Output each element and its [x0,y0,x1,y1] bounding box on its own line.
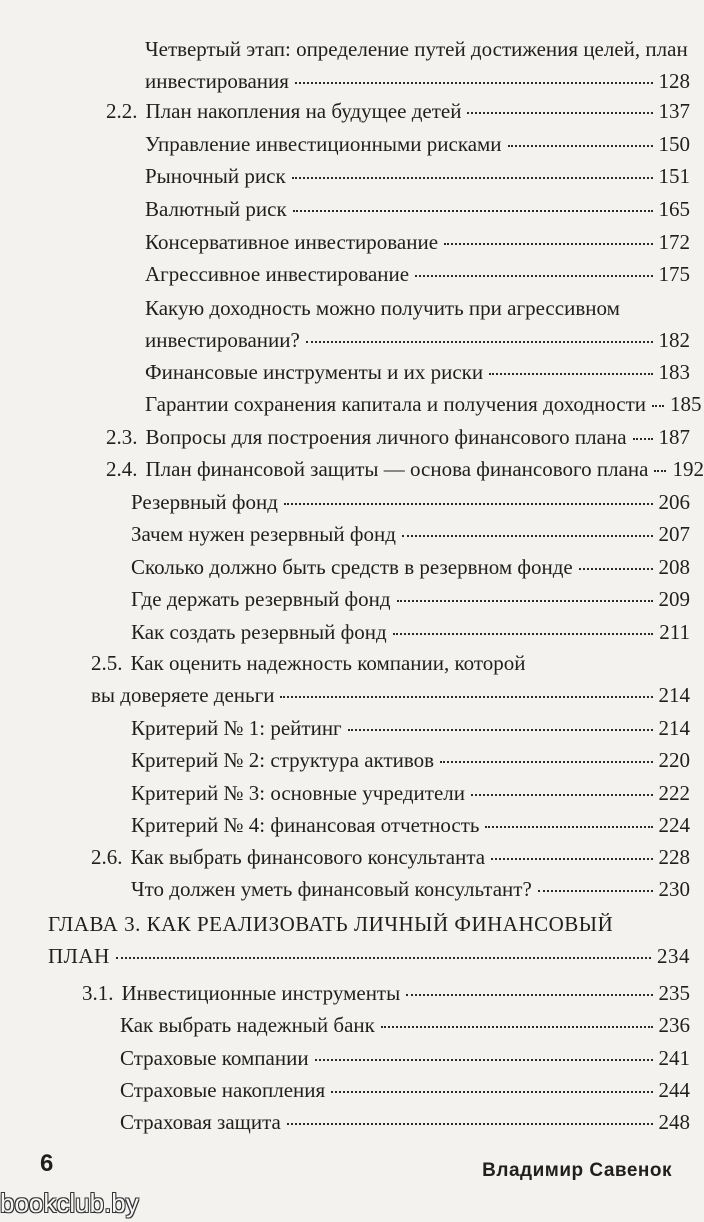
dot-leader [292,177,653,179]
toc-entry [131,555,690,579]
toc-entry [131,877,690,901]
toc-page-number: 185 [670,392,702,416]
toc-section-number: 2.3. [106,425,138,449]
toc-page-number: 175 [658,262,690,286]
toc-page-number: 224 [658,813,690,837]
toc-entry-line [120,1078,690,1102]
dot-leader [287,1123,653,1125]
toc-entry-title: Критерий № 1: рейтинг [131,716,342,740]
dot-leader [315,1059,653,1061]
toc-page-number: 183 [658,360,690,384]
toc-entry [145,37,690,93]
toc-section-number: 2.4. [106,457,138,481]
toc-entry-title: Как создать резервный фонд [131,620,387,644]
toc-entry [131,587,690,611]
toc-entry-title: Вопросы для построения личного финансового плана [145,425,627,449]
toc-entry-title: Страховые накопления [120,1078,326,1102]
dot-leader [406,994,652,996]
toc-entry-line [145,392,702,416]
toc-entry-title: Страховые компании [120,1046,309,1070]
dot-leader [467,112,652,114]
toc-entry-title: Сколько должно быть средств в резервном фонде [131,555,573,579]
toc-entry-line [106,99,690,123]
toc-entry-title: Валютный риск [145,197,287,221]
toc-page-number: 192 [672,457,704,481]
toc-page-number: 187 [658,425,690,449]
toc-entry-line [82,981,690,1005]
toc-entry [145,392,702,416]
toc-entry-title: Финансовые инструменты и их риски [145,360,484,384]
toc-section-number: 2.5. [91,651,123,675]
toc-page-number: 241 [658,1046,690,1070]
toc-entry [145,197,690,221]
toc-entry-title: ГЛАВА 3. КАК РЕАЛИЗОВАТЬ ЛИЧНЫЙ ФИНАНСОВЫЙ [48,912,614,936]
toc-entry-line [131,490,690,514]
toc-entry-title: Как выбрать надежный банк [120,1013,375,1037]
toc-entry [131,716,690,740]
toc-page-number: 182 [658,328,690,352]
page-number: 6 [40,1150,54,1177]
dot-leader [306,341,653,343]
toc-entry-line [120,1046,690,1070]
toc-entry-title: вы доверяете деньги [91,683,275,707]
toc-entry-line [91,651,690,675]
toc-entry-line [120,1110,690,1134]
toc-page-number: 214 [658,716,690,740]
dot-leader [397,600,653,602]
toc-entry-line [120,1013,690,1037]
toc-page-number: 228 [658,845,690,869]
toc-page-number: 222 [658,781,690,805]
toc-page-number: 208 [658,555,690,579]
toc-entry-title: Управление инвестиционными рисками [145,132,502,156]
toc-entry [145,132,690,156]
toc-entry-title: Критерий № 3: основные учредители [131,781,466,805]
toc-entry [106,425,690,449]
toc-entry-line [145,69,690,93]
toc-entry-line [131,555,690,579]
toc-section-number: 2.6. [91,845,123,869]
toc-entry-line [145,262,690,286]
toc-entry [120,1013,690,1037]
toc-entry-title: ПЛАН [48,944,110,968]
toc-entry-title: План накопления на будущее детей [145,99,462,123]
toc-page-number: 207 [658,522,690,546]
toc-entry-title: Инвестиционные инструменты [121,981,401,1005]
toc-entry-line [131,620,690,644]
toc-entry-title: инвестировании? [145,328,300,352]
toc-page-number: 220 [658,748,690,772]
toc-entry-title: инвестирования [145,69,289,93]
toc-page-number: 150 [658,132,690,156]
toc-entry [145,230,690,254]
toc-entry-line [48,944,690,968]
toc-entry-line [145,230,690,254]
toc-page-number: 209 [658,587,690,611]
toc-page-number: 206 [658,490,690,514]
toc-page-number: 234 [657,944,690,968]
toc-entry-line [131,587,690,611]
dot-leader [415,275,652,277]
toc-entry-title: Гарантии сохранения капитала и получения доходности [145,392,646,416]
dot-leader [538,890,653,892]
toc-entry-title: Четвертый этап: определение путей достижения целей, план [145,37,688,61]
toc-entry [120,1078,690,1102]
dot-leader [381,1026,653,1028]
toc-entry-title: Как оценить надежность компании, которой [130,651,526,675]
toc-entry-line [145,164,690,188]
toc-page-number: 235 [658,981,690,1005]
toc-entry-title: Консервативное инвестирование [145,230,439,254]
toc-section-number: 2.2. [106,99,138,123]
toc-entry-line [91,845,690,869]
toc-entry-line [145,132,690,156]
dot-leader [284,503,653,505]
dot-leader [471,794,652,796]
toc-entry [145,296,690,352]
toc-page-number: 248 [658,1110,690,1134]
dot-leader [489,373,652,375]
dot-leader [579,568,653,570]
toc-entry-line [131,716,690,740]
toc-entry-title: План финансовой защиты — основа финансового плана [145,457,649,481]
toc-page-number: 128 [658,69,690,93]
dot-leader [402,535,653,537]
toc-entry-line [106,457,704,481]
dot-leader [295,82,653,84]
dot-leader [293,210,653,212]
dot-leader [652,405,664,407]
toc-section-number: 3.1. [82,981,114,1005]
toc-entry [82,981,690,1005]
toc-entry-title: Что должен уметь финансовый консультант? [131,877,532,901]
toc-entry [106,99,690,123]
toc-page-number: 137 [658,99,690,123]
toc-entry [120,1110,690,1134]
dot-leader [633,438,653,440]
toc-entry [91,651,690,707]
toc-entry [131,748,690,772]
toc-entry-line [145,360,690,384]
toc-entry [91,845,690,869]
dot-leader [508,145,653,147]
toc-page-number: 165 [658,197,690,221]
dot-leader [116,957,651,959]
toc-entry [145,360,690,384]
toc-entry-line [131,522,690,546]
toc-entry [145,164,690,188]
dot-leader [485,826,652,828]
toc-entry [131,490,690,514]
toc-entry-title: Какую доходность можно получить при агрессивном [145,296,620,320]
toc-page-number: 172 [658,230,690,254]
toc-entry-line [145,296,690,320]
watermark-text: bookclub.by [0,1188,139,1218]
toc-entry-title: Резервный фонд [131,490,278,514]
toc-entry-line [48,912,690,936]
toc-entry [131,522,690,546]
toc-entry [131,781,690,805]
toc-entry-title: Агрессивное инвестирование [145,262,410,286]
toc-page-number: 151 [658,164,690,188]
dot-leader [280,696,652,698]
toc-page-number: 244 [658,1078,690,1102]
toc-entry-line [131,877,690,901]
running-footer-author: Владимир Савенок [482,1160,672,1181]
toc-entry-line [145,328,690,352]
toc-entry-title: Где держать резервный фонд [131,587,391,611]
dot-leader [393,633,654,635]
dot-leader [444,243,652,245]
toc-entry [131,620,690,644]
toc-entry-title: Рыночный риск [145,164,286,188]
toc-page-number: 214 [658,683,690,707]
toc-entry-line [145,197,690,221]
toc-entry [131,813,690,837]
toc-entry-title: Критерий № 2: структура активов [131,748,435,772]
toc-entry-line [106,425,690,449]
toc-entry-title: Как выбрать финансового консультанта [130,845,486,869]
dot-leader [331,1091,652,1093]
toc-chapter-heading [48,912,690,968]
toc-entry-line [131,748,690,772]
toc-entry-line [91,683,690,707]
toc-page-number: 230 [658,877,690,901]
toc-entry [106,457,704,481]
toc-entry-title: Критерий № 4: финансовая отчетность [131,813,480,837]
toc-entry [145,262,690,286]
toc-entry-title: Зачем нужен резервный фонд [131,522,396,546]
toc-page-number: 211 [659,620,690,644]
dot-leader [654,470,666,472]
dot-leader [440,761,652,763]
toc-page-number: 236 [658,1013,690,1037]
toc-entry [120,1046,690,1070]
toc-entry-title: Страховая защита [120,1110,281,1134]
toc-entry-line [145,37,690,61]
dot-leader [348,729,653,731]
toc-entry-line [131,781,690,805]
toc-entry-line [131,813,690,837]
dot-leader [491,858,652,860]
